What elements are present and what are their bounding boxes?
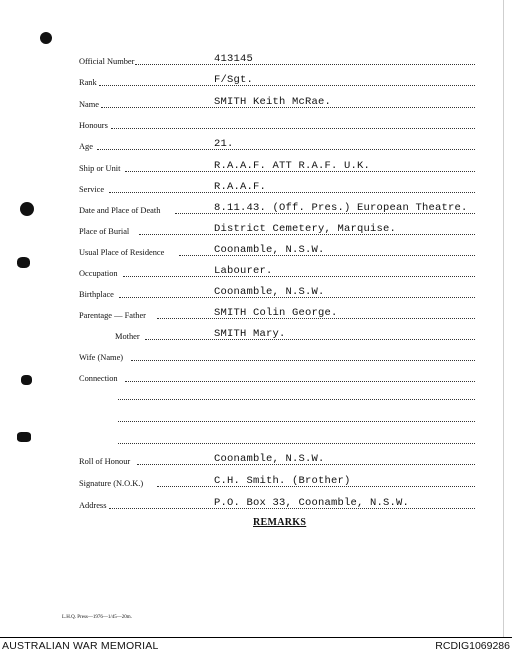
footer-record-id: RCDIG1069286: [435, 640, 510, 652]
field-value: 21.: [214, 138, 234, 150]
field-label: Place of Burial: [79, 227, 130, 236]
field-label: Age: [79, 142, 93, 151]
field-label: Service: [79, 185, 105, 194]
field-roll-of-honour: [79, 454, 475, 468]
field-usual-residence: [79, 245, 475, 259]
field-parentage-father: [79, 308, 475, 322]
field-value: SMITH Mary.: [214, 328, 286, 340]
field-value: Coonamble, N.S.W.: [214, 286, 325, 298]
connection-blank-line: [118, 421, 475, 422]
remarks-heading: REMARKS: [253, 517, 307, 528]
field-official-number: [79, 54, 475, 68]
field-name: [79, 97, 475, 111]
field-rank: [79, 75, 475, 89]
field-address: [79, 498, 475, 512]
field-label: Address: [79, 501, 107, 510]
field-value: District Cemetery, Marquise.: [214, 223, 397, 235]
dotted-rule: [135, 64, 475, 65]
punch-hole-mark: [20, 202, 34, 216]
field-label: Honours: [79, 121, 108, 130]
field-value: SMITH Colin George.: [214, 307, 338, 319]
field-label: Wife (Name): [79, 353, 124, 362]
field-value: 8.11.43. (Off. Pres.) European Theatre.: [214, 202, 468, 214]
field-parentage-mother: [79, 329, 475, 343]
page-edge: [503, 0, 504, 640]
field-value: Coonamble, N.S.W.: [214, 244, 325, 256]
field-label: Occupation: [79, 269, 118, 278]
field-label: Name: [79, 100, 99, 109]
field-birthplace: [79, 287, 475, 301]
dotted-rule: [145, 339, 475, 340]
field-wife: [79, 350, 475, 364]
field-value: Labourer.: [214, 265, 273, 277]
connection-blank-line: [118, 443, 475, 444]
punch-hole-mark: [17, 257, 30, 268]
field-value: R.A.A.F. ATT R.A.F. U.K.: [214, 160, 371, 172]
field-value: SMITH Keith McRae.: [214, 96, 332, 108]
field-label: Birthplace: [79, 290, 114, 299]
field-label: Signature (N.O.K.): [79, 479, 144, 488]
field-occupation: [79, 266, 475, 280]
field-date-place-of-death: [79, 203, 475, 217]
field-label: Roll of Honour: [79, 457, 131, 466]
field-label: Connection: [79, 374, 118, 383]
dotted-rule: [99, 85, 475, 86]
dotted-rule: [97, 149, 475, 150]
field-value: P.O. Box 33, Coonamble, N.S.W.: [214, 497, 410, 509]
field-label: Official Number: [79, 57, 135, 66]
connection-blank-line: [118, 399, 475, 400]
dotted-rule: [109, 192, 475, 193]
field-value: C.H. Smith. (Brother): [214, 475, 351, 487]
punch-hole-mark: [21, 375, 32, 385]
field-connection: [79, 371, 475, 385]
field-value: 413145: [214, 53, 254, 65]
dotted-rule: [123, 276, 475, 277]
dotted-rule: [131, 360, 475, 361]
field-place-of-burial: [79, 224, 475, 238]
footer-source: AUSTRALIAN WAR MEMORIAL: [2, 640, 159, 652]
field-label: Usual Place of Residence: [79, 248, 165, 257]
field-honours: [79, 118, 475, 132]
field-value: R.A.A.F.: [214, 181, 267, 193]
field-signature-nok: [79, 476, 475, 490]
field-label: Ship or Unit: [79, 164, 121, 173]
field-age: [79, 139, 475, 153]
dotted-rule: [125, 381, 475, 382]
punch-hole-mark: [17, 432, 31, 442]
field-label: Date and Place of Death: [79, 206, 161, 215]
field-service: [79, 182, 475, 196]
print-code: L.H.Q. Press—1976—1/45—20m.: [62, 615, 132, 620]
punch-hole-mark: [40, 32, 52, 44]
footer-bar: [0, 637, 512, 654]
field-label: Mother: [115, 332, 140, 341]
field-label: Rank: [79, 78, 97, 87]
dotted-rule: [111, 128, 475, 129]
field-value: F/Sgt.: [214, 74, 254, 86]
field-value: Coonamble, N.S.W.: [214, 453, 325, 465]
field-ship-or-unit: [79, 161, 475, 175]
field-label: Parentage — Father: [79, 311, 146, 320]
